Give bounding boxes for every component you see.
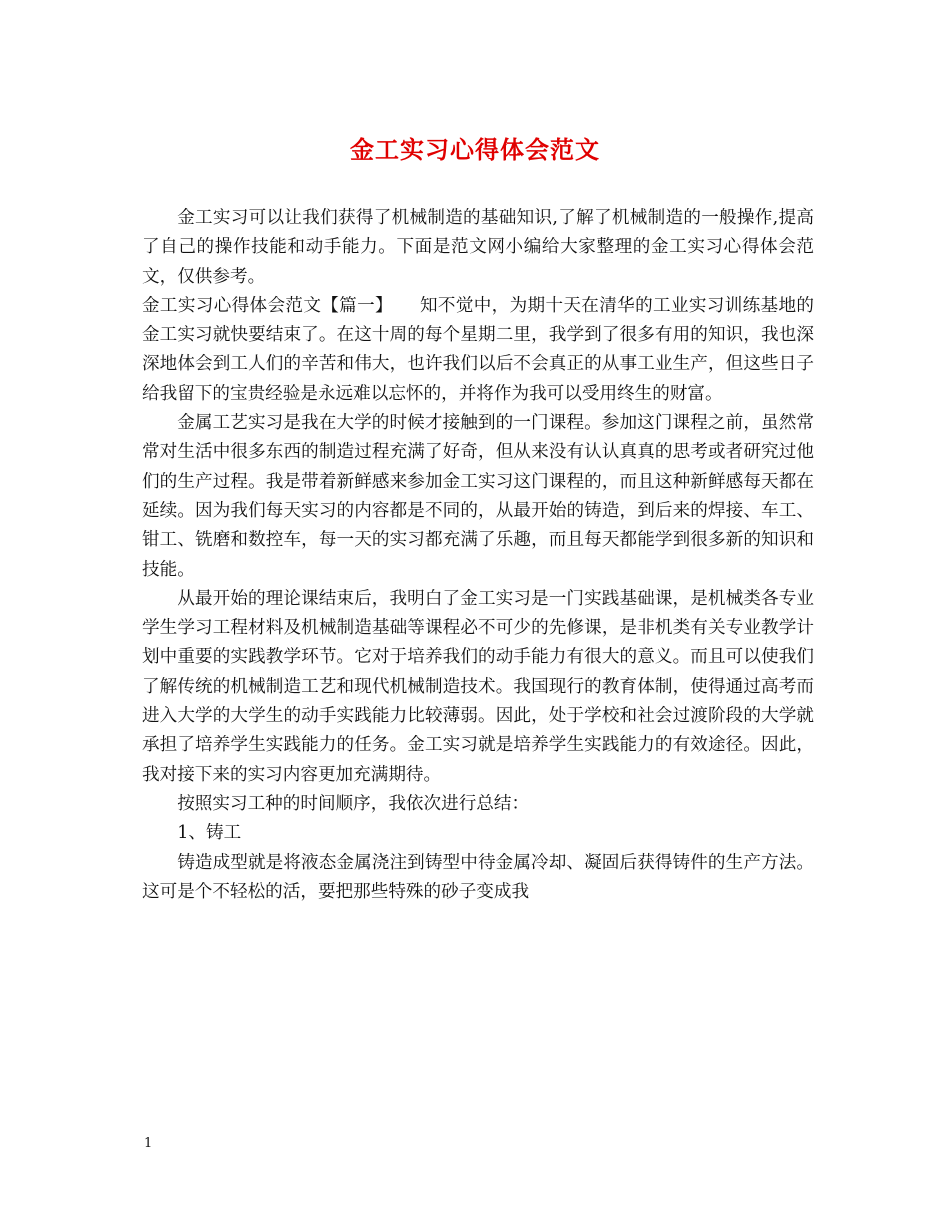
body-paragraph: 金属工艺实习是我在大学的时候才接触到的一门课程。参加这门课程之前，虽然常常对生活中很多东西的制造过程充满了好奇，但从来没有认认真真的思考或者研究过他们的生产过程。我是带着新鲜感来参加金工实习这门课程的，而且这种新鲜感每天都在延续。因为我们每天实习的内容都是不同的，从最开始的铸造，到后来的焊接、车工、钳工、铣磨和数控车，每一天的实习都充满了乐趣，而且每天都能学到很多新的知识和技能。 [142, 413, 814, 580]
body-paragraph: 从最开始的理论课结束后，我明白了金工实习是一门实践基础课，是机械类各专业学生学习工程材料及机械制造基础等课程必不可少的先修课，是非机类有关专业教学计划中重要的实践教学环节。它对于培养我们的动手能力有很大的意义。而且可以使我们了解传统的机械制造工艺和现代机械制造技术。我国现行的教育体制，使得通过高考而进入大学的大学生的动手实践能力比较薄弱。因此，处于学校和社会过渡阶段的大学就承担了培养学生实践能力的任务。金工实习就是培养学生实践能力的有效途径。因此，我对接下来的实习内容更加充满期待。 [142, 588, 814, 785]
section-heading: 1、铸工 [177, 823, 242, 844]
page-number: 1 [144, 1136, 153, 1151]
body-paragraph: 铸造成型就是将液态金属浇注到铸型中待金属冷却、凝固后获得铸件的生产方法。这可是个不轻松的活，要把那些特殊的砂子变成我 [142, 852, 814, 902]
document-title: 金工实习心得体会范文 [350, 135, 600, 164]
body-paragraph: 按照实习工种的时间顺序，我依次进行总结： [177, 793, 530, 814]
document-body [142, 204, 814, 907]
intro-paragraph: 金工实习可以让我们获得了机械制造的基础知识,了解了机械制造的一般操作,提高了自己的操作技能和动手能力。下面是范文网小编给大家整理的金工实习心得体会范文，仅供参考。 [142, 208, 814, 287]
section-one-paragraph: 金工实习心得体会范文【篇一】 知不觉中，为期十天在清华的工业实习训练基地的金工实习就快要结束了。在这十周的每个星期二里，我学到了很多有用的知识，我也深深地体会到工人们的辛苦和伟大，也许我们以后不会真正的从事工业生产，但这些日子给我留下的宝贵经验是永远难以忘怀的，并将作为我可以受用终生的财富。 [142, 295, 814, 404]
